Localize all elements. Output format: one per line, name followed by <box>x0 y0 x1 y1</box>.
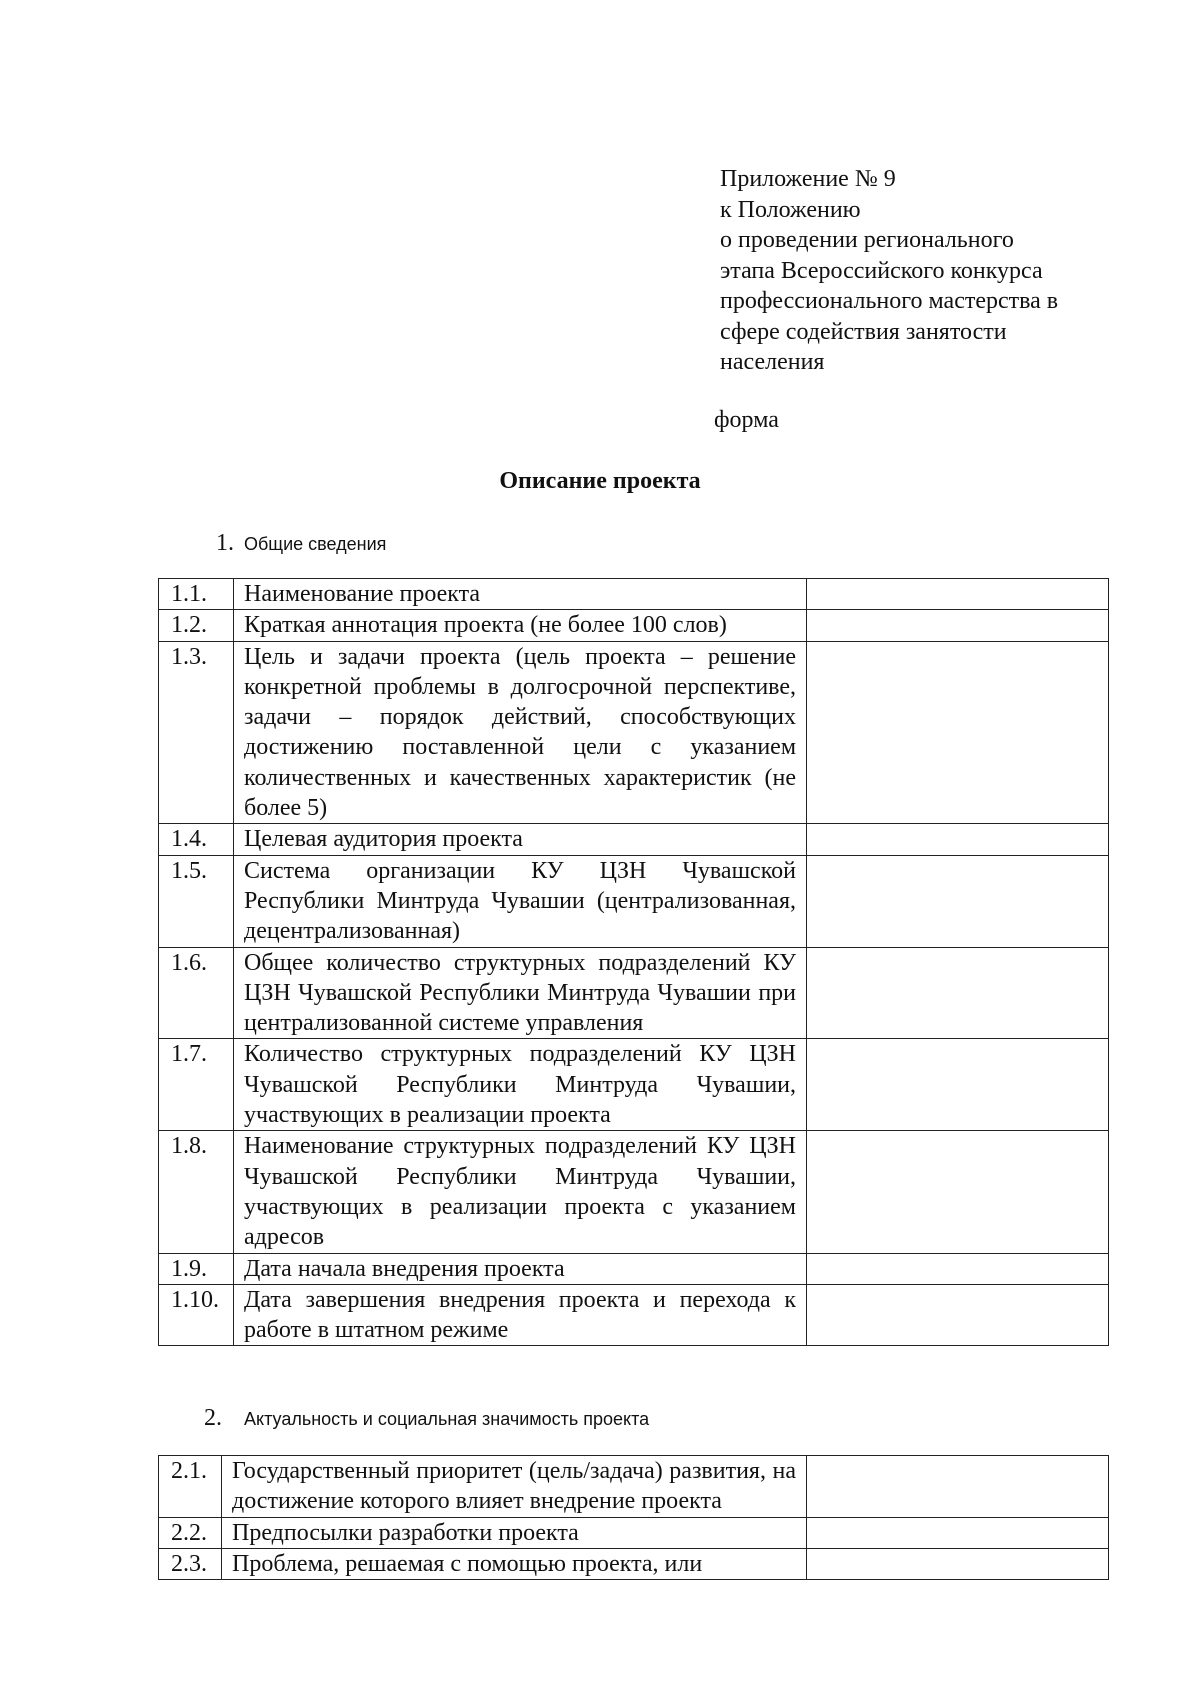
row-description: Цель и задачи проекта (цель проекта – решение конкретной проблемы в долгосрочной перспективе, задачи – порядок действий, способствующих достижению поставленной цели с указанием количественных и качественных характеристик (не более 5) <box>234 641 807 824</box>
section-1-heading <box>216 530 386 557</box>
row-number: 1.6. <box>159 947 234 1039</box>
row-number: 2.2. <box>159 1517 222 1548</box>
form-label: форма <box>714 407 779 433</box>
table-row <box>159 947 1109 1039</box>
table-row <box>159 1517 1109 1548</box>
appendix-line: населения <box>720 349 825 375</box>
row-description: Система организации КУ ЦЗН Чувашской Республики Минтруда Чувашии (централизованная, децентрализованная) <box>234 855 807 947</box>
row-description: Количество структурных подразделений КУ ЦЗН Чувашской Республики Минтруда Чувашии, участвующих в реализации проекта <box>234 1039 807 1131</box>
row-value-cell[interactable] <box>807 855 1109 947</box>
general-info-table <box>158 578 1109 1346</box>
row-number: 2.3. <box>159 1548 222 1579</box>
row-value-cell[interactable] <box>807 579 1109 610</box>
row-number: 1.5. <box>159 855 234 947</box>
table-row <box>159 1253 1109 1284</box>
table-row <box>159 1456 1109 1518</box>
appendix-line: профессионального мастерства в <box>720 288 1059 314</box>
table-row <box>159 855 1109 947</box>
appendix-line: к Положению <box>720 196 861 223</box>
section-2-heading <box>204 1405 649 1432</box>
row-description: Наименование проекта <box>234 579 807 610</box>
table-row <box>159 641 1109 824</box>
table-row <box>159 1548 1109 1579</box>
section-number: 2. <box>204 1405 222 1431</box>
row-value-cell[interactable] <box>807 610 1109 641</box>
row-value-cell[interactable] <box>807 1517 1109 1548</box>
appendix-line: Приложение № 9 <box>720 166 896 192</box>
appendix-line: о проведении регионального <box>720 227 1014 253</box>
table-row <box>159 1284 1109 1346</box>
appendix-line: сфере содействия занятости <box>720 318 1007 345</box>
row-value-cell[interactable] <box>807 1131 1109 1253</box>
section-title: Актуальность и социальная значимость проекта <box>244 1409 650 1429</box>
relevance-table <box>158 1455 1109 1580</box>
row-value-cell[interactable] <box>807 1253 1109 1284</box>
row-description: Предпосылки разработки проекта <box>222 1517 807 1548</box>
row-value-cell[interactable] <box>807 947 1109 1039</box>
table-row <box>159 1131 1109 1253</box>
table-row <box>159 579 1109 610</box>
row-number: 1.9. <box>159 1253 234 1284</box>
row-description: Государственный приоритет (цель/задача) развития, на достижение которого влияет внедрение проекта <box>222 1456 807 1518</box>
row-value-cell[interactable] <box>807 1284 1109 1346</box>
row-number: 1.1. <box>159 579 234 610</box>
row-value-cell[interactable] <box>807 1039 1109 1131</box>
row-number: 1.10. <box>159 1284 234 1346</box>
row-description: Проблема, решаемая с помощью проекта, или <box>222 1548 807 1579</box>
row-value-cell[interactable] <box>807 641 1109 824</box>
row-number: 1.4. <box>159 824 234 855</box>
row-number: 1.2. <box>159 610 234 641</box>
row-number: 2.1. <box>159 1456 222 1518</box>
appendix-block <box>720 164 1160 378</box>
row-description: Общее количество структурных подразделений КУ ЦЗН Чувашской Республики Минтруда Чувашии при централизованной системе управления <box>234 947 807 1039</box>
appendix-line: этапа Всероссийского конкурса <box>720 257 1043 284</box>
row-value-cell[interactable] <box>807 824 1109 855</box>
row-description: Наименование структурных подразделений КУ ЦЗН Чувашской Республики Минтруда Чувашии, участвующих в реализации проекта с указанием адресов <box>234 1131 807 1253</box>
section-number: 1. <box>216 530 234 556</box>
table-row <box>159 1039 1109 1131</box>
row-value-cell[interactable] <box>807 1456 1109 1518</box>
table-row <box>159 824 1109 855</box>
row-number: 1.8. <box>159 1131 234 1253</box>
table-row <box>159 610 1109 641</box>
row-description: Целевая аудитория проекта <box>234 824 807 855</box>
row-number: 1.3. <box>159 641 234 824</box>
row-description: Дата завершения внедрения проекта и перехода к работе в штатном режиме <box>234 1284 807 1346</box>
row-description: Дата начала внедрения проекта <box>234 1253 807 1284</box>
row-description: Краткая аннотация проекта (не более 100 слов) <box>234 610 807 641</box>
row-value-cell[interactable] <box>807 1548 1109 1579</box>
row-number: 1.7. <box>159 1039 234 1131</box>
section-title: Общие сведения <box>244 534 387 554</box>
page-title: Описание проекта <box>499 468 701 494</box>
